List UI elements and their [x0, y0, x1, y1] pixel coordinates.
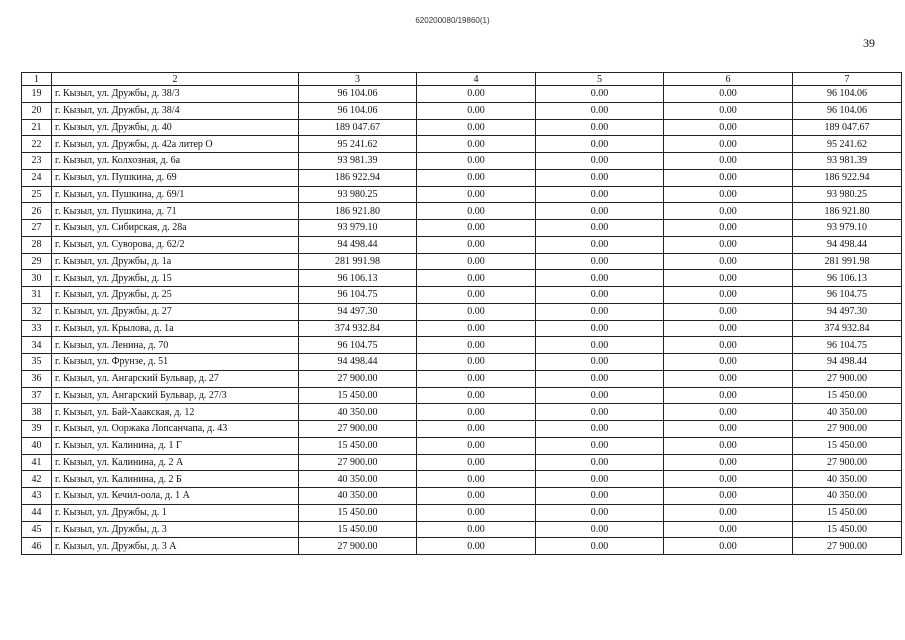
- cell-amount-total: 374 932.84: [793, 320, 902, 337]
- cell-amount-total: 94 498.44: [793, 354, 902, 371]
- cell-amount-col5: 0.00: [536, 404, 664, 421]
- cell-row-number: 35: [22, 354, 52, 371]
- cell-amount-col3: 94 498.44: [299, 236, 417, 253]
- cell-amount-col6: 0.00: [664, 102, 793, 119]
- table-row: [22, 404, 902, 421]
- cell-amount-col5: 0.00: [536, 354, 664, 371]
- cell-amount-col5: 0.00: [536, 169, 664, 186]
- cell-address: г. Кызыл, ул. Пушкина, д. 71: [52, 203, 299, 220]
- cell-amount-col4: 0.00: [417, 153, 536, 170]
- cell-amount-total: 15 450.00: [793, 387, 902, 404]
- cell-amount-col6: 0.00: [664, 387, 793, 404]
- cell-amount-col4: 0.00: [417, 186, 536, 203]
- table-row: [22, 287, 902, 304]
- cell-amount-total: 15 450.00: [793, 504, 902, 521]
- cell-amount-col4: 0.00: [417, 521, 536, 538]
- cell-amount-col3: 96 106.13: [299, 270, 417, 287]
- cell-amount-col6: 0.00: [664, 186, 793, 203]
- cell-row-number: 32: [22, 303, 52, 320]
- column-header: 3: [299, 73, 417, 86]
- cell-amount-col4: 0.00: [417, 203, 536, 220]
- cell-row-number: 19: [22, 86, 52, 103]
- cell-address: г. Кызыл, ул. Сибирская, д. 28а: [52, 220, 299, 237]
- cell-row-number: 25: [22, 186, 52, 203]
- cell-row-number: 20: [22, 102, 52, 119]
- cell-address: г. Кызыл, ул. Дружбы, д. 3: [52, 521, 299, 538]
- cell-amount-col4: 0.00: [417, 370, 536, 387]
- cell-amount-col3: 189 047.67: [299, 119, 417, 136]
- cell-amount-total: 15 450.00: [793, 521, 902, 538]
- cell-amount-col3: 94 498.44: [299, 354, 417, 371]
- cell-amount-col6: 0.00: [664, 220, 793, 237]
- cell-amount-col3: 40 350.00: [299, 471, 417, 488]
- cell-amount-col4: 0.00: [417, 303, 536, 320]
- cell-amount-col3: 96 104.06: [299, 86, 417, 103]
- cell-amount-col4: 0.00: [417, 488, 536, 505]
- cell-amount-total: 27 900.00: [793, 454, 902, 471]
- cell-row-number: 37: [22, 387, 52, 404]
- cell-amount-col6: 0.00: [664, 287, 793, 304]
- table-row: [22, 454, 902, 471]
- cell-address: г. Кызыл, ул. Дружбы, д. 25: [52, 287, 299, 304]
- cell-row-number: 24: [22, 169, 52, 186]
- cell-amount-col4: 0.00: [417, 136, 536, 153]
- cell-amount-col5: 0.00: [536, 119, 664, 136]
- table-row: [22, 488, 902, 505]
- table-row: [22, 119, 902, 136]
- cell-amount-col3: 93 981.39: [299, 153, 417, 170]
- table-row: [22, 186, 902, 203]
- table-row: [22, 169, 902, 186]
- cell-amount-total: 96 104.06: [793, 86, 902, 103]
- cell-amount-col6: 0.00: [664, 370, 793, 387]
- cell-amount-col5: 0.00: [536, 153, 664, 170]
- cell-amount-col4: 0.00: [417, 437, 536, 454]
- table-row: [22, 471, 902, 488]
- cell-amount-col4: 0.00: [417, 102, 536, 119]
- cell-amount-col3: 40 350.00: [299, 404, 417, 421]
- cell-amount-col5: 0.00: [536, 270, 664, 287]
- cell-row-number: 33: [22, 320, 52, 337]
- cell-amount-total: 40 350.00: [793, 488, 902, 505]
- cell-amount-total: 96 104.75: [793, 337, 902, 354]
- column-header: 1: [22, 73, 52, 86]
- cell-address: г. Кызыл, ул. Ангарский Бульвар, д. 27: [52, 370, 299, 387]
- cell-row-number: 26: [22, 203, 52, 220]
- column-header: 7: [793, 73, 902, 86]
- cell-address: г. Кызыл, ул. Ленина, д. 70: [52, 337, 299, 354]
- cell-amount-col4: 0.00: [417, 337, 536, 354]
- cell-amount-col6: 0.00: [664, 488, 793, 505]
- cell-row-number: 27: [22, 220, 52, 237]
- cell-amount-col6: 0.00: [664, 270, 793, 287]
- cell-amount-col3: 186 922.94: [299, 169, 417, 186]
- cell-amount-col3: 374 932.84: [299, 320, 417, 337]
- cell-amount-col5: 0.00: [536, 287, 664, 304]
- cell-row-number: 28: [22, 236, 52, 253]
- cell-amount-col5: 0.00: [536, 320, 664, 337]
- cell-amount-col6: 0.00: [664, 504, 793, 521]
- cell-amount-col6: 0.00: [664, 253, 793, 270]
- cell-address: г. Кызыл, ул. Дружбы, д. 40: [52, 119, 299, 136]
- table-row: [22, 337, 902, 354]
- cell-amount-col6: 0.00: [664, 404, 793, 421]
- table-row: [22, 220, 902, 237]
- cell-amount-col4: 0.00: [417, 538, 536, 555]
- cell-address: г. Кызыл, ул. Бай-Хаакская, д. 12: [52, 404, 299, 421]
- cell-row-number: 43: [22, 488, 52, 505]
- cell-address: г. Кызыл, ул. Колхозная, д. 6а: [52, 153, 299, 170]
- cell-amount-col4: 0.00: [417, 236, 536, 253]
- cell-amount-col6: 0.00: [664, 303, 793, 320]
- cell-amount-col5: 0.00: [536, 253, 664, 270]
- cell-amount-total: 96 104.75: [793, 287, 902, 304]
- cell-amount-col3: 93 980.25: [299, 186, 417, 203]
- cell-address: г. Кызыл, ул. Ооржака Лопсанчапа, д. 43: [52, 421, 299, 438]
- cell-amount-col3: 27 900.00: [299, 538, 417, 555]
- cell-row-number: 34: [22, 337, 52, 354]
- cell-amount-col5: 0.00: [536, 538, 664, 555]
- cell-amount-col5: 0.00: [536, 86, 664, 103]
- cell-amount-col3: 96 104.75: [299, 287, 417, 304]
- cell-amount-col3: 93 979.10: [299, 220, 417, 237]
- cell-row-number: 42: [22, 471, 52, 488]
- table-row: [22, 538, 902, 555]
- cell-amount-col3: 27 900.00: [299, 454, 417, 471]
- cell-row-number: 22: [22, 136, 52, 153]
- cell-amount-col6: 0.00: [664, 421, 793, 438]
- cell-amount-total: 94 498.44: [793, 236, 902, 253]
- table-row: [22, 270, 902, 287]
- cell-amount-total: 281 991.98: [793, 253, 902, 270]
- cell-amount-col4: 0.00: [417, 404, 536, 421]
- cell-amount-total: 15 450.00: [793, 437, 902, 454]
- cell-amount-col4: 0.00: [417, 387, 536, 404]
- table-row: [22, 504, 902, 521]
- cell-amount-col5: 0.00: [536, 437, 664, 454]
- cell-amount-col5: 0.00: [536, 337, 664, 354]
- cell-amount-col6: 0.00: [664, 337, 793, 354]
- cell-row-number: 30: [22, 270, 52, 287]
- cell-row-number: 29: [22, 253, 52, 270]
- table-row: [22, 303, 902, 320]
- cell-amount-col6: 0.00: [664, 354, 793, 371]
- cell-amount-col5: 0.00: [536, 303, 664, 320]
- cell-amount-col6: 0.00: [664, 86, 793, 103]
- cell-amount-col5: 0.00: [536, 504, 664, 521]
- cell-amount-total: 94 497.30: [793, 303, 902, 320]
- cell-amount-col4: 0.00: [417, 270, 536, 287]
- cell-amount-col6: 0.00: [664, 538, 793, 555]
- cell-amount-total: 93 979.10: [793, 220, 902, 237]
- cell-amount-col6: 0.00: [664, 136, 793, 153]
- cell-address: г. Кызыл, ул. Дружбы, д. 1: [52, 504, 299, 521]
- cell-amount-col3: 15 450.00: [299, 521, 417, 538]
- cell-amount-col6: 0.00: [664, 203, 793, 220]
- cell-address: г. Кызыл, ул. Ангарский Бульвар, д. 27/3: [52, 387, 299, 404]
- cell-amount-col4: 0.00: [417, 421, 536, 438]
- cell-amount-col6: 0.00: [664, 236, 793, 253]
- cell-amount-col4: 0.00: [417, 169, 536, 186]
- cell-address: г. Кызыл, ул. Дружбы, д. 15: [52, 270, 299, 287]
- cell-amount-col5: 0.00: [536, 136, 664, 153]
- cell-amount-col3: 40 350.00: [299, 488, 417, 505]
- cell-address: г. Кызыл, ул. Калинина, д. 2 Б: [52, 471, 299, 488]
- table-row: [22, 136, 902, 153]
- cell-address: г. Кызыл, ул. Калинина, д. 1 Г: [52, 437, 299, 454]
- table-row: [22, 86, 902, 103]
- cell-amount-col3: 281 991.98: [299, 253, 417, 270]
- cell-amount-col3: 96 104.75: [299, 337, 417, 354]
- cell-row-number: 23: [22, 153, 52, 170]
- table-row: [22, 521, 902, 538]
- cell-address: г. Кызыл, ул. Калинина, д. 2 А: [52, 454, 299, 471]
- cell-amount-col3: 27 900.00: [299, 421, 417, 438]
- cell-address: г. Кызыл, ул. Пушкина, д. 69: [52, 169, 299, 186]
- cell-amount-col5: 0.00: [536, 220, 664, 237]
- cell-address: г. Кызыл, ул. Дружбы, д. 38/4: [52, 102, 299, 119]
- cell-amount-total: 96 106.13: [793, 270, 902, 287]
- cell-amount-col6: 0.00: [664, 320, 793, 337]
- cell-amount-col5: 0.00: [536, 471, 664, 488]
- table-row: [22, 102, 902, 119]
- cell-row-number: 31: [22, 287, 52, 304]
- cell-address: г. Кызыл, ул. Дружбы, д. 42а литер О: [52, 136, 299, 153]
- cell-amount-col3: 186 921.80: [299, 203, 417, 220]
- cell-amount-total: 40 350.00: [793, 471, 902, 488]
- cell-amount-total: 93 980.25: [793, 186, 902, 203]
- column-header: 6: [664, 73, 793, 86]
- cell-amount-col6: 0.00: [664, 521, 793, 538]
- cell-amount-col3: 27 900.00: [299, 370, 417, 387]
- cell-amount-col5: 0.00: [536, 387, 664, 404]
- cell-amount-col6: 0.00: [664, 454, 793, 471]
- cell-address: г. Кызыл, ул. Дружбы, д. 1а: [52, 253, 299, 270]
- cell-amount-col4: 0.00: [417, 504, 536, 521]
- cell-amount-col5: 0.00: [536, 521, 664, 538]
- cell-amount-total: 186 922.94: [793, 169, 902, 186]
- cell-amount-col5: 0.00: [536, 454, 664, 471]
- cell-amount-col4: 0.00: [417, 471, 536, 488]
- cell-amount-col4: 0.00: [417, 220, 536, 237]
- cell-amount-col3: 96 104.06: [299, 102, 417, 119]
- table-header-row: [22, 73, 902, 86]
- cell-amount-col6: 0.00: [664, 153, 793, 170]
- cell-amount-col6: 0.00: [664, 169, 793, 186]
- cell-amount-col6: 0.00: [664, 119, 793, 136]
- cell-amount-col4: 0.00: [417, 354, 536, 371]
- cell-amount-total: 189 047.67: [793, 119, 902, 136]
- cell-row-number: 45: [22, 521, 52, 538]
- table-row: [22, 153, 902, 170]
- cell-amount-col5: 0.00: [536, 102, 664, 119]
- table-row: [22, 236, 902, 253]
- data-table: [21, 72, 902, 555]
- document-id: 620200080/19860(1): [415, 16, 490, 25]
- cell-address: г. Кызыл, ул. Фрунзе, д. 51: [52, 354, 299, 371]
- column-header: 2: [52, 73, 299, 86]
- cell-amount-col4: 0.00: [417, 320, 536, 337]
- table-row: [22, 320, 902, 337]
- cell-amount-col4: 0.00: [417, 253, 536, 270]
- cell-amount-col4: 0.00: [417, 454, 536, 471]
- cell-amount-col5: 0.00: [536, 370, 664, 387]
- cell-row-number: 38: [22, 404, 52, 421]
- table-row: [22, 437, 902, 454]
- cell-amount-total: 96 104.06: [793, 102, 902, 119]
- cell-amount-total: 27 900.00: [793, 538, 902, 555]
- cell-amount-total: 27 900.00: [793, 370, 902, 387]
- cell-amount-col5: 0.00: [536, 203, 664, 220]
- cell-amount-col3: 15 450.00: [299, 387, 417, 404]
- cell-row-number: 44: [22, 504, 52, 521]
- cell-amount-total: 93 981.39: [793, 153, 902, 170]
- cell-row-number: 21: [22, 119, 52, 136]
- cell-amount-col5: 0.00: [536, 186, 664, 203]
- cell-row-number: 36: [22, 370, 52, 387]
- cell-amount-total: 27 900.00: [793, 421, 902, 438]
- cell-amount-col3: 95 241.62: [299, 136, 417, 153]
- cell-amount-col5: 0.00: [536, 236, 664, 253]
- cell-address: г. Кызыл, ул. Дружбы, д. 38/3: [52, 86, 299, 103]
- cell-address: г. Кызыл, ул. Крылова, д. 1а: [52, 320, 299, 337]
- cell-amount-col3: 15 450.00: [299, 504, 417, 521]
- column-header: 4: [417, 73, 536, 86]
- table-row: [22, 387, 902, 404]
- table-row: [22, 370, 902, 387]
- cell-amount-total: 40 350.00: [793, 404, 902, 421]
- cell-row-number: 39: [22, 421, 52, 438]
- cell-amount-col3: 15 450.00: [299, 437, 417, 454]
- cell-address: г. Кызыл, ул. Пушкина, д. 69/1: [52, 186, 299, 203]
- cell-amount-col6: 0.00: [664, 437, 793, 454]
- cell-amount-col6: 0.00: [664, 471, 793, 488]
- table-row: [22, 421, 902, 438]
- table-row: [22, 354, 902, 371]
- cell-amount-total: 95 241.62: [793, 136, 902, 153]
- cell-address: г. Кызыл, ул. Суворова, д. 62/2: [52, 236, 299, 253]
- cell-amount-col5: 0.00: [536, 421, 664, 438]
- cell-row-number: 41: [22, 454, 52, 471]
- cell-address: г. Кызыл, ул. Дружбы, д. 27: [52, 303, 299, 320]
- column-header: 5: [536, 73, 664, 86]
- page-number: 39: [863, 36, 875, 50]
- cell-amount-total: 186 921.80: [793, 203, 902, 220]
- cell-amount-col5: 0.00: [536, 488, 664, 505]
- table-row: [22, 253, 902, 270]
- cell-address: г. Кызыл, ул. Кечил-оола, д. 1 А: [52, 488, 299, 505]
- table-row: [22, 203, 902, 220]
- cell-row-number: 46: [22, 538, 52, 555]
- cell-amount-col3: 94 497.30: [299, 303, 417, 320]
- cell-amount-col4: 0.00: [417, 119, 536, 136]
- cell-amount-col4: 0.00: [417, 86, 536, 103]
- cell-amount-col4: 0.00: [417, 287, 536, 304]
- cell-row-number: 40: [22, 437, 52, 454]
- cell-address: г. Кызыл, ул. Дружбы, д. 3 А: [52, 538, 299, 555]
